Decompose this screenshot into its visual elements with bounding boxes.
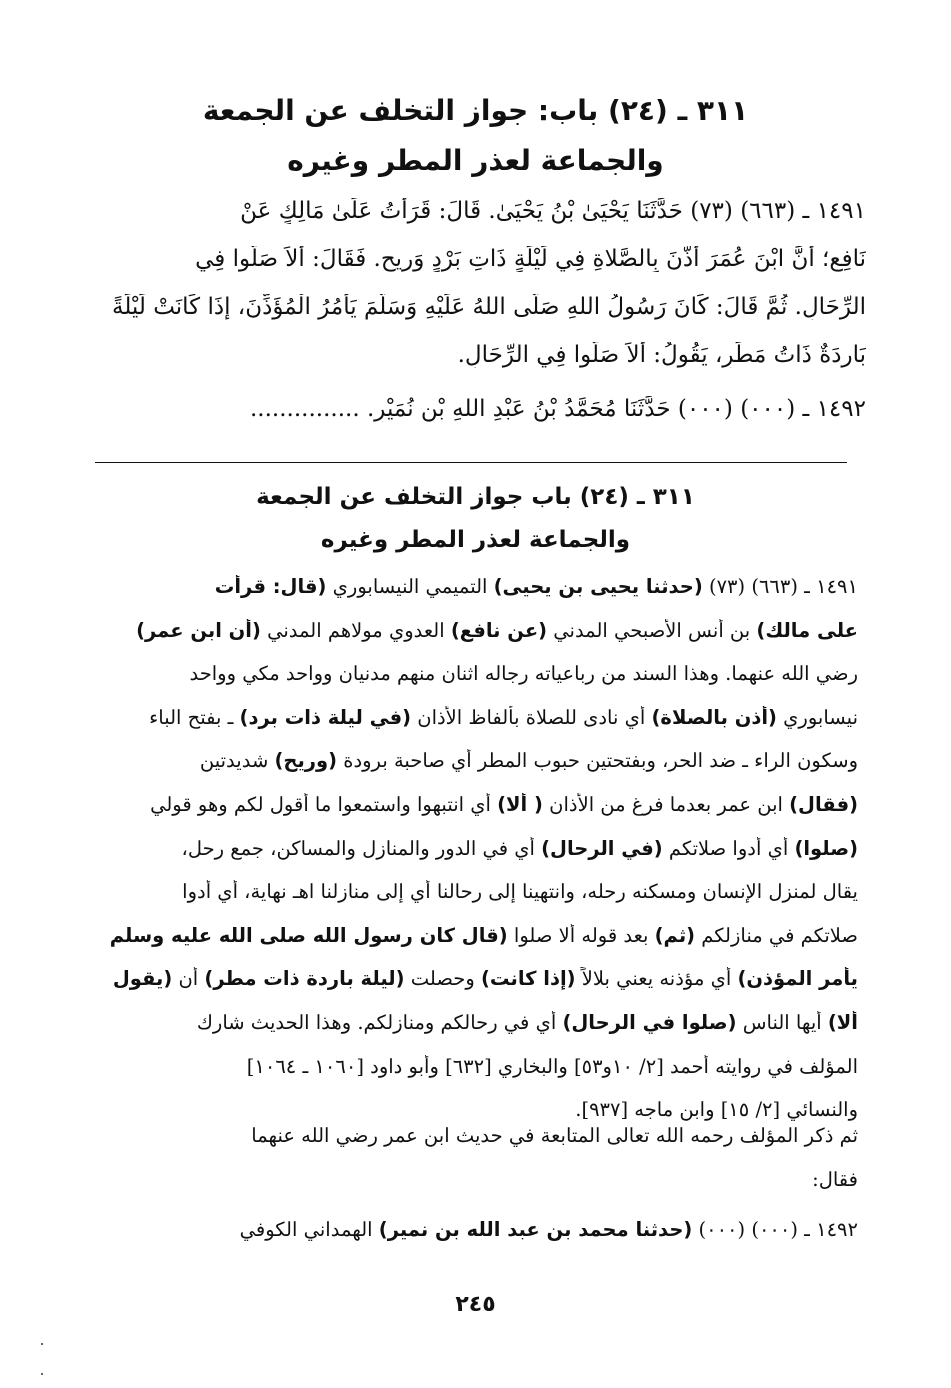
page-number: ٢٤٥ — [455, 1292, 496, 1317]
text-segment: بن أنس الأصبحي المدني — [547, 618, 757, 642]
text-segment: الهمداني الكوفي — [239, 1218, 379, 1241]
text-segment: أي في الدور والمنازل والمساكن، جمع رحل، — [181, 836, 542, 860]
bold-quote-segment: (قال: قرأت — [214, 575, 327, 598]
sharh-line — [97, 967, 858, 990]
bold-quote-segment: ( ألا) — [497, 793, 543, 816]
text-segment: رضي الله عنهما. وهذا السند من رباعياته رجاله اثنان منهم مدنيان وواحد مكي وواحد — [189, 662, 858, 686]
bold-quote-segment: ألا) — [827, 1011, 858, 1034]
text-segment: التميمي النيسابوري — [326, 575, 494, 598]
bold-quote-segment: على مالك) — [756, 618, 858, 642]
matn-chapter-title-line-2: والجماعة لعذر المطر وغيره — [287, 144, 664, 177]
text-segment: والنسائي [٢/ ١٥] وابن ماجه [٩٣٧]. — [575, 1098, 858, 1122]
text-segment: وسكون الراء ـ ضد الحر، وبفتحتين حبوب المطر أي صاحبة برودة — [337, 749, 858, 773]
text-segment: ـ بفتح الباء — [149, 705, 240, 729]
sharh-line — [97, 837, 858, 860]
text-segment: أي مؤذنه يعني بلالاً — [575, 967, 738, 991]
sharh-line — [97, 706, 858, 729]
matn-hadith-1491-line: الرِّحَالِ. ثُمَّ قَالَ: كَانَ رَسُولُ اللهِ صَلَّى اللهُ عَلَيْهِ وَسَلَّمَ يَأْمُرُ الْمُؤَذِّنَ، إِذَا كَانَتْ لَيْلَةً — [111, 294, 866, 320]
text-segment: أيها الناس — [736, 1011, 828, 1034]
text-segment: نيسابوري — [776, 705, 858, 729]
sharh-line — [97, 619, 858, 642]
text-segment: ابن عمر بعدما فرغ من الأذان — [542, 793, 790, 816]
sharh-hadith-1492-line — [97, 1218, 858, 1241]
scan-speck — [41, 1343, 44, 1383]
bold-quote-segment: (عن نافع) — [450, 618, 548, 642]
matn-hadith-1491-line: بَارِدَةٌ ذَاتُ مَطَرٍ، يَقُولُ: أَلاَ صَلُّوا فِي الرِّحَالِ. — [457, 342, 866, 368]
text-segment: صلاتكم في منازلكم — [695, 923, 858, 947]
text-segment: بعد قوله ألا صلوا — [507, 923, 655, 947]
sharh-line — [97, 793, 858, 816]
bold-quote-segment: (حدثنا محمد بن عبد الله بن نمير) — [378, 1218, 693, 1241]
bold-quote-segment: (يقول — [112, 967, 173, 991]
text-segment: شديدتين — [199, 749, 275, 773]
text-segment: ١٤٩١ ـ (٦٦٣) (٧٣) — [702, 575, 858, 598]
bold-quote-segment: (في الرحال) — [541, 836, 663, 860]
sharh-line — [97, 1098, 858, 1121]
transition-line: ثم ذكر المؤلف رحمه الله تعالى المتابعة في حديث ابن عمر رضي الله عنهما — [251, 1124, 858, 1147]
bold-quote-segment: يأمر المؤذن) — [737, 967, 858, 991]
text-segment: وحصلت — [404, 967, 481, 991]
text-segment: أي في رحالكم ومنازلكم. وهذا الحديث شارك — [196, 1011, 563, 1034]
bold-quote-segment: (إذا كانت) — [480, 967, 576, 991]
matn-hadith-1491-line: ١٤٩١ ـ (٦٦٣) (٧٣) حَدَّثَنَا يَحْيَىٰ بْنُ يَحْيَىٰ. قَالَ: قَرَأْتُ عَلَىٰ مَالِكٍ عَنْ — [240, 198, 866, 224]
text-segment: يقال لمنزل الإنسان ومسكنه رحله، وانتهينا إلى رحالنا أي إلى منازلنا اهـ نهاية، أي أدوا — [182, 880, 858, 904]
bold-quote-segment: (صلوا في الرحال) — [562, 1011, 737, 1034]
section-divider — [95, 462, 847, 463]
sharh-line — [97, 1055, 858, 1078]
sharh-line — [97, 575, 858, 598]
sharh-line — [97, 749, 858, 772]
bold-quote-segment: (فقال) — [789, 793, 858, 816]
matn-chapter-title-line-1: ٣١١ ـ (٢٤) باب: جواز التخلف عن الجمعة — [202, 94, 749, 127]
text-segment: أن — [172, 967, 205, 991]
bold-quote-segment: (ثم) — [654, 923, 696, 947]
bold-quote-segment: (أن ابن عمر) — [136, 618, 261, 642]
bold-quote-segment: (في ليلة ذات برد) — [239, 705, 412, 729]
text-segment: أي أدوا صلاتكم — [662, 836, 795, 860]
matn-hadith-1491-line: نَافِعٍ؛ أَنَّ ابْنَ عُمَرَ أَذَّنَ بِالصَّلاةِ فِي لَيْلَةٍ ذَاتِ بَرْدٍ وَرِيحٍ. فَقَالَ: أَلاَ صَلُّوا فِي — [195, 246, 866, 272]
text-segment: أي انتبهوا واستمعوا ما أقول لكم وهو قولي — [150, 793, 498, 816]
transition-line: فقال: — [812, 1168, 858, 1191]
sharh-line — [97, 880, 858, 903]
sharh-line — [97, 924, 858, 947]
bold-quote-segment: (صلوا) — [794, 836, 858, 860]
bold-quote-segment: (أذن بالصلاة) — [651, 705, 777, 729]
bold-quote-segment: (ليلة باردة ذات مطر) — [204, 967, 405, 991]
bold-quote-segment: (قال كان رسول الله صلى الله عليه وسلم — [109, 923, 508, 947]
text-segment: المؤلف في روايته أحمد [٢/ ١٠و٥٣] والبخاري [٦٣٢] وأبو داود [١٠٦٠ ـ ١٠٦٤] — [246, 1054, 858, 1078]
bold-quote-segment: (حدثنا يحيى بن يحيى) — [493, 575, 703, 598]
bold-quote-segment: (وريح) — [274, 749, 338, 773]
sharh-chapter-title-line-2: والجماعة لعذر المطر وغيره — [320, 527, 631, 553]
text-segment: أي نادى للصلاة بألفاظ الأذان — [411, 705, 652, 729]
sharh-line — [97, 1011, 858, 1034]
text-segment: العدوي مولاهم المدني — [260, 618, 451, 642]
text-segment: ١٤٩٢ ـ (٠٠٠) (٠٠٠) — [692, 1218, 858, 1241]
matn-hadith-1492-line: ١٤٩٢ ـ (٠٠٠) (٠٠٠) حَدَّثَنَا مُحَمَّدُ بْنُ عَبْدِ اللهِ بْنِ نُمَيْرٍ. ............... — [250, 396, 866, 422]
sharh-line — [97, 662, 858, 685]
sharh-chapter-title-line-1: ٣١١ ـ (٢٤) باب جواز التخلف عن الجمعة — [256, 484, 695, 510]
